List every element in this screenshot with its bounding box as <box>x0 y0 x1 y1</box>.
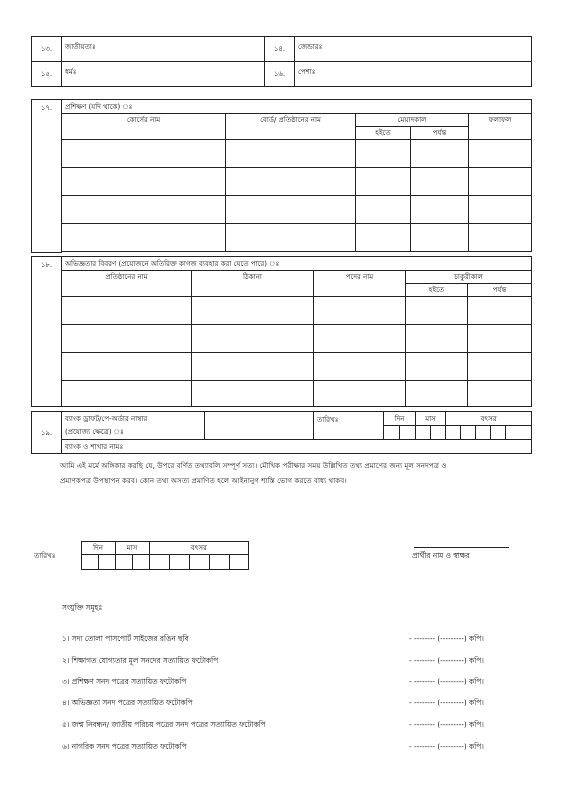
date-digit-box[interactable] <box>229 555 248 570</box>
sign-month-header: মাস <box>115 542 149 555</box>
col-service-period: চাকুরীকাল <box>406 271 532 284</box>
training-row <box>32 168 532 196</box>
date-digit-box[interactable] <box>209 555 229 570</box>
attachment-copies: - -------- (---------) কপি। <box>409 742 484 751</box>
signature-label: প্রার্থীর নাম ও স্বাক্ষর <box>412 551 470 560</box>
attachment-item: ৩। প্রশিক্ষণ সনদ পত্রের সত্যায়িত ফটোকপি <box>62 677 187 686</box>
sign-date-label: তারিখঃ <box>31 542 81 570</box>
col-to: পর্যন্ত <box>411 127 469 140</box>
declaration-text <box>60 458 525 488</box>
col-post-name: পদের নাম <box>314 271 406 297</box>
attachments-title: সংযুক্তি সমূহঃ <box>62 603 103 612</box>
experience-title: অভিজ্ঞতার বিবরণ (প্রয়োজনে অতিরিক্ত কাগজ ব্যবহার করা যেতে পারে) ঃ <box>62 257 532 271</box>
row-number-19: ১৯. <box>32 412 62 454</box>
date-digit-box[interactable] <box>461 426 476 440</box>
attachment-copies: - -------- (---------) কপি। <box>409 720 484 729</box>
col-from: হইতে <box>406 284 468 297</box>
occupation-field[interactable]: পেশাঃ <box>295 62 532 87</box>
gender-field[interactable]: জেন্ডারঃ <box>295 37 532 62</box>
experience-row <box>32 297 532 325</box>
date-digit-box[interactable] <box>189 555 209 570</box>
training-table <box>31 99 532 253</box>
training-row <box>32 196 532 224</box>
signature-date-table <box>31 541 249 570</box>
attachment-item: ২। শিক্ষাগত যোগ্যতার মূল সনদের সত্যায়িত ফটোকপি <box>62 656 219 665</box>
col-board-name: বোর্ড/ প্রতিষ্ঠানের নাম <box>226 114 356 140</box>
row-number-16: ১৬. <box>265 62 295 87</box>
date-digit-box[interactable] <box>476 426 491 440</box>
date-digit-box[interactable] <box>115 555 132 570</box>
date-digit-box[interactable] <box>491 426 506 440</box>
col-org-name: প্রতিষ্ঠানের নাম <box>62 271 192 297</box>
bank-table <box>31 411 532 454</box>
col-from: হইতে <box>356 127 411 140</box>
date-digit-box[interactable] <box>149 555 169 570</box>
date-digit-box[interactable] <box>400 426 416 440</box>
attachment-copies: - -------- (---------) কপি। <box>409 677 484 686</box>
date-digit-box[interactable] <box>506 426 532 440</box>
experience-row <box>32 325 532 353</box>
training-row <box>32 140 532 168</box>
attachment-item: ৬। নাগরিক সনদ পত্রের সত্যায়িত ফটোকপি <box>62 742 187 751</box>
training-row <box>32 224 532 252</box>
bank-draft-label-2: (প্রযোজ্য ক্ষেত্রে) ঃ <box>62 426 205 440</box>
attachment-copies: - -------- (---------) কপি। <box>409 656 484 665</box>
date-digit-box[interactable] <box>384 426 400 440</box>
bank-draft-number-field[interactable] <box>205 412 314 440</box>
bank-draft-label: ব্যাংক ড্রাফট/পে-অর্ডার নাম্বার <box>62 412 205 426</box>
declaration-line-2: প্রমাণকপত্র উপস্থাপন করব। কোন তথ্য অসত্য প্রমাণিত হলে আইনানুগ শাস্তি ভোগ করতে বাধ্য থাকব। <box>60 476 347 485</box>
sign-day-header: দিন <box>81 542 115 555</box>
date-digit-box[interactable] <box>446 426 461 440</box>
row-number-13: ১৩. <box>32 37 62 62</box>
col-address: ঠিকানা <box>192 271 314 297</box>
sign-year-header: বৎসর <box>149 542 248 555</box>
attachment-item: ৫। জন্ম নিবন্ধন/ জাতীয় পরিচয় পত্রের সনদ পত্রের সত্যায়িত ফটোকপি <box>62 720 266 729</box>
col-duration: মেয়াদকাল <box>356 114 469 127</box>
row-number-15: ১৫. <box>32 62 62 87</box>
religion-field[interactable]: ধর্মঃ <box>62 62 265 87</box>
date-digit-box[interactable] <box>431 426 446 440</box>
bank-day-header: দিন <box>384 412 416 426</box>
date-digit-box[interactable] <box>169 555 189 570</box>
date-digit-box[interactable] <box>81 555 98 570</box>
date-digit-box[interactable] <box>132 555 149 570</box>
bank-date-label: তারিখঃ <box>314 412 384 440</box>
experience-row <box>32 353 532 381</box>
nationality-field[interactable]: জাতীয়তাঃ <box>62 37 265 62</box>
col-result: ফলাফল <box>469 114 532 140</box>
row-number-14: ১৪. <box>265 37 295 62</box>
experience-row <box>32 381 532 407</box>
attachment-item: ৪। অভিজ্ঞতা সনদ পত্রের সত্যায়িত ফটোকপি <box>62 698 193 707</box>
row-number-17: ১৭. <box>32 100 62 253</box>
row-number-18: ১৮. <box>32 257 62 407</box>
training-title: প্রশিক্ষণ (যদি থাকে) ঃ <box>62 100 532 114</box>
col-to: পর্যন্ত <box>468 284 532 297</box>
bank-month-header: মাস <box>416 412 446 426</box>
attachment-copies: - -------- (---------) কপি। <box>409 698 484 707</box>
experience-table <box>31 256 532 407</box>
declaration-line-1: আমি এই মর্মে অঙ্গিকার করছি যে, উপরে বর্ণিত তথ্যাবলি সম্পূর্ণ সত্য। মৌখিক পরীক্ষার সময় উল্লিখিত তথ্য প্রমাণের জন্য মূল সনদপত্র ও <box>60 461 447 470</box>
date-digit-box[interactable] <box>416 426 431 440</box>
attachment-copies: - -------- (---------) কপি। <box>409 634 484 643</box>
col-course-name: কোর্সের নাম <box>62 114 226 140</box>
attachment-item: ১। সদ্য তোলা পাসপোর্ট সাইজের রঙিন ছবি <box>62 634 189 643</box>
date-digit-box[interactable] <box>98 555 115 570</box>
nationality-religion-table <box>31 36 532 87</box>
bank-branch-field[interactable]: ব্যাংক ও শাখার নামঃ <box>62 440 532 454</box>
bank-year-header: বৎসর <box>446 412 532 426</box>
signature-line[interactable] <box>414 547 509 548</box>
